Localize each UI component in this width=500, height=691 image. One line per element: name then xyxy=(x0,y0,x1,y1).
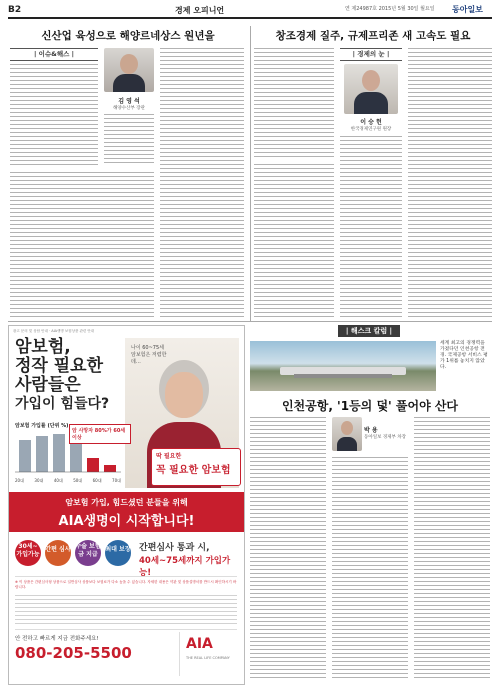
ad-chart-label: 40대 xyxy=(53,478,63,483)
editorial-left-text-3 xyxy=(160,48,244,318)
ad-headline-line-3: 사람들은 xyxy=(15,375,81,395)
ad-disclaimer: ※ 이 상품은 간편심사형 상품으로 일반심사 상품보다 보험료가 다소 높을 수 있습니다. 자세한 내용은 약관 및 상품설명서를 반드시 확인하시기 바랍니다. xyxy=(15,580,237,589)
ad-chart-bar xyxy=(19,440,31,472)
ad-feature-badge: 간편 심사 xyxy=(45,540,71,566)
editorial-right-author: 이 승 헌 xyxy=(360,119,382,126)
ad-headline xyxy=(15,338,125,414)
aia-logo-tagline: THE REAL LIFE COMPANY xyxy=(186,656,230,660)
ad-red-banner xyxy=(9,492,244,532)
author-photo xyxy=(104,48,154,92)
editorial-right-text-2 xyxy=(340,136,402,318)
ad-banner-line-2: AIA생명이 시작합니다! xyxy=(58,514,195,529)
ad-logo-area xyxy=(179,632,240,676)
author-face xyxy=(341,421,353,435)
photo-caption: 세계 최고의 경쟁력을 가졌다던 인천공항 전경. 국제공항 서비스 평가 1위를 놓치지 않았다. xyxy=(440,341,488,370)
ad-top-note: 광고 문의 및 상담 안내 · AIA생명 보험상품 관련 안내 xyxy=(13,329,95,333)
ad-headline-line-2: 정작 필요한 xyxy=(15,356,104,376)
ad-product-name: 꼭 필요한 암보험 xyxy=(156,465,231,476)
author-suit xyxy=(354,92,388,114)
ad-chart-label: 30대 xyxy=(34,478,44,483)
editorial-right xyxy=(254,26,492,321)
author-suit xyxy=(337,437,357,451)
ad-chart-label: 20대 xyxy=(15,478,24,483)
header-rule xyxy=(8,17,492,19)
ad-chart-label: 50대 xyxy=(73,478,83,483)
series-author-role: 동아일보 경제부 차장 xyxy=(364,435,406,440)
author-face xyxy=(362,70,380,91)
insurance-advertisement[interactable] xyxy=(8,325,245,685)
ad-fineprint-lines xyxy=(15,595,237,627)
author-face xyxy=(120,54,138,74)
ad-chart-bar xyxy=(36,436,48,472)
ad-phone-caption: 안 전하고 빠르게 지금 전화주세요! xyxy=(15,636,99,642)
date-line: 연 제24987호 2015년 5월 30일 월요일 xyxy=(345,6,435,12)
ad-product-top: 딱 필요한 xyxy=(156,453,182,460)
ad-chart-title: 암보험 가입률 (단위 %) xyxy=(15,423,69,429)
ad-headline-line-1: 암보험, xyxy=(15,337,71,357)
ad-review-line-1: 간편심사 통과 시, xyxy=(139,543,210,553)
editorial-right-byline: | 경제의 눈 | xyxy=(340,48,402,61)
ad-phone-number[interactable]: 080-205-5500 xyxy=(15,644,132,662)
page-header xyxy=(0,0,500,22)
ad-chart-bar xyxy=(53,434,65,472)
editorial-right-headline: 창조경제 질주, 규제프리존 새 고속도 필요 xyxy=(275,30,471,42)
ad-chart-bar xyxy=(87,458,99,472)
editorial-left-text-4 xyxy=(10,172,154,318)
series-title: | 해스크 칼럼 | xyxy=(338,325,400,337)
ad-stat-badge: 암 사망자 80%가 60세 이상 xyxy=(69,424,131,444)
series-headline: 인천공항, '1등의 덫' 풀어야 산다 xyxy=(281,399,459,413)
series-text-1 xyxy=(250,417,326,679)
ad-chart-labels xyxy=(15,478,121,484)
section-title: 경제 오피니언 xyxy=(175,6,225,15)
editorial-left-text-1 xyxy=(10,64,98,166)
series-text-2 xyxy=(332,457,408,679)
editorial-left-author: 김 영 석 xyxy=(118,98,140,105)
editorial-right-text-1 xyxy=(254,48,334,158)
editorial-left xyxy=(8,26,246,321)
page-number: B2 xyxy=(8,5,22,15)
ad-quote: 나이 60~75세 암보험은 저렴한데… xyxy=(131,345,167,365)
model-face xyxy=(165,372,203,418)
newspaper-logo: 동아일보 xyxy=(452,5,483,14)
ad-product-box xyxy=(151,448,241,486)
editorial-left-headline: 신산업 육성으로 해양르네상스 원년을 xyxy=(41,30,215,42)
terminal-building xyxy=(294,374,392,378)
ad-review-line-2: 40세~75세까지 가입가능! xyxy=(139,556,231,578)
ad-feature-badge: 수술 보험금 지급 xyxy=(75,540,101,566)
author-photo xyxy=(332,417,362,451)
editorial-left-text-2 xyxy=(104,114,154,166)
editorial-right-author-role: 한국경제연구원 원장 xyxy=(350,127,392,132)
aia-logo: AIA xyxy=(186,636,213,652)
ad-headline-line-4: 가입이 힘들다? xyxy=(15,396,110,412)
editorial-right-text-3 xyxy=(254,164,334,318)
author-suit xyxy=(113,74,145,92)
ad-feature-badge: 최대 보장 xyxy=(105,540,131,566)
ad-chart-bar xyxy=(70,444,82,472)
editorial-right-text-4 xyxy=(408,48,492,318)
series-text-3 xyxy=(414,417,490,679)
section-divider xyxy=(8,321,492,322)
column-divider xyxy=(250,26,251,321)
editorial-left-byline: | 이슈&해스 | xyxy=(10,48,98,61)
ad-chart-label: 60대 xyxy=(92,478,102,483)
airport-photo xyxy=(250,341,436,391)
author-photo xyxy=(344,64,398,114)
ad-feature-badge: 30세~ 가입가능 xyxy=(15,540,41,566)
ad-chart-bar xyxy=(104,465,116,472)
ad-chart-label: 70대 xyxy=(112,478,121,483)
editorial-left-author-role: 해양수산부 장관 xyxy=(113,106,145,111)
series-author: 박 용 xyxy=(364,427,378,434)
series-column xyxy=(248,325,492,683)
ad-banner-line-1: 암보험 가입, 힘드셨던 분들을 위해 xyxy=(65,498,188,507)
ad-fineprint-block xyxy=(15,576,237,630)
